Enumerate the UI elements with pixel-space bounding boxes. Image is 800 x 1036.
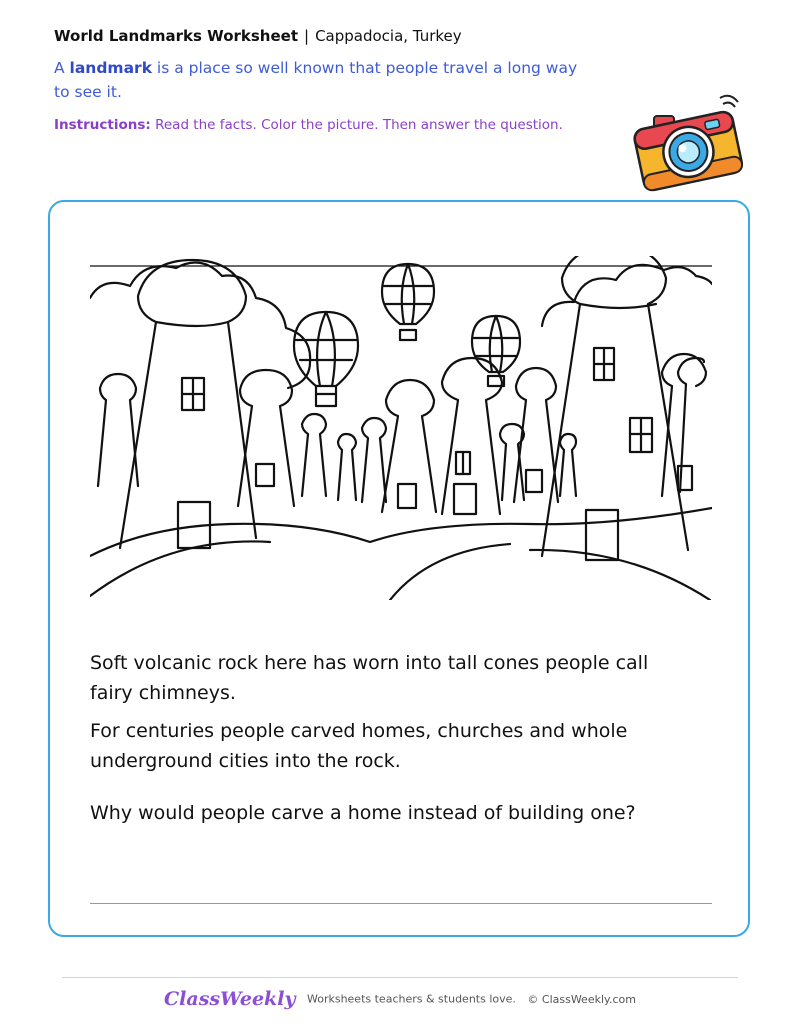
facts-section	[90, 648, 690, 836]
fact-1: Soft volcanic rock here has worn into tall cones people call fairy chimneys.	[90, 652, 649, 704]
landmark-definition	[54, 56, 594, 104]
hot-air-balloon-left	[294, 312, 358, 406]
brand-logo: ClassWeekly	[164, 988, 296, 1010]
title-line	[54, 26, 614, 46]
intro-prefix: A	[54, 59, 70, 77]
footer-tagline: Worksheets teachers & students love.	[306, 992, 516, 1006]
worksheet-card	[48, 200, 750, 937]
title-separator: |	[304, 27, 310, 45]
answer-line[interactable]	[90, 903, 712, 904]
footer-copyright: © ClassWeekly.com	[527, 992, 636, 1006]
landmark-term: landmark	[69, 59, 152, 77]
hot-air-balloon-right	[472, 316, 520, 386]
hot-air-balloon-top	[382, 264, 434, 340]
footer	[0, 988, 800, 1010]
instructions-label: Instructions:	[54, 117, 151, 133]
fairy-chimneys-illustration	[90, 256, 712, 600]
fact-2: For centuries people carved homes, churches and whole underground cities into the rock.	[90, 720, 628, 772]
instructions	[54, 116, 614, 134]
worksheet-header	[54, 26, 614, 134]
question: Why would people carve a home instead of building one?	[90, 802, 636, 824]
worksheet-title: World Landmarks Worksheet	[54, 27, 298, 45]
location-name: Cappadocia, Turkey	[315, 27, 462, 45]
camera-icon	[628, 80, 748, 195]
intro-rest: is a place so well known that people travel a long way to see it.	[54, 59, 578, 101]
footer-divider	[62, 977, 738, 978]
instructions-text: Read the facts. Color the picture. Then answer the question.	[150, 117, 563, 133]
